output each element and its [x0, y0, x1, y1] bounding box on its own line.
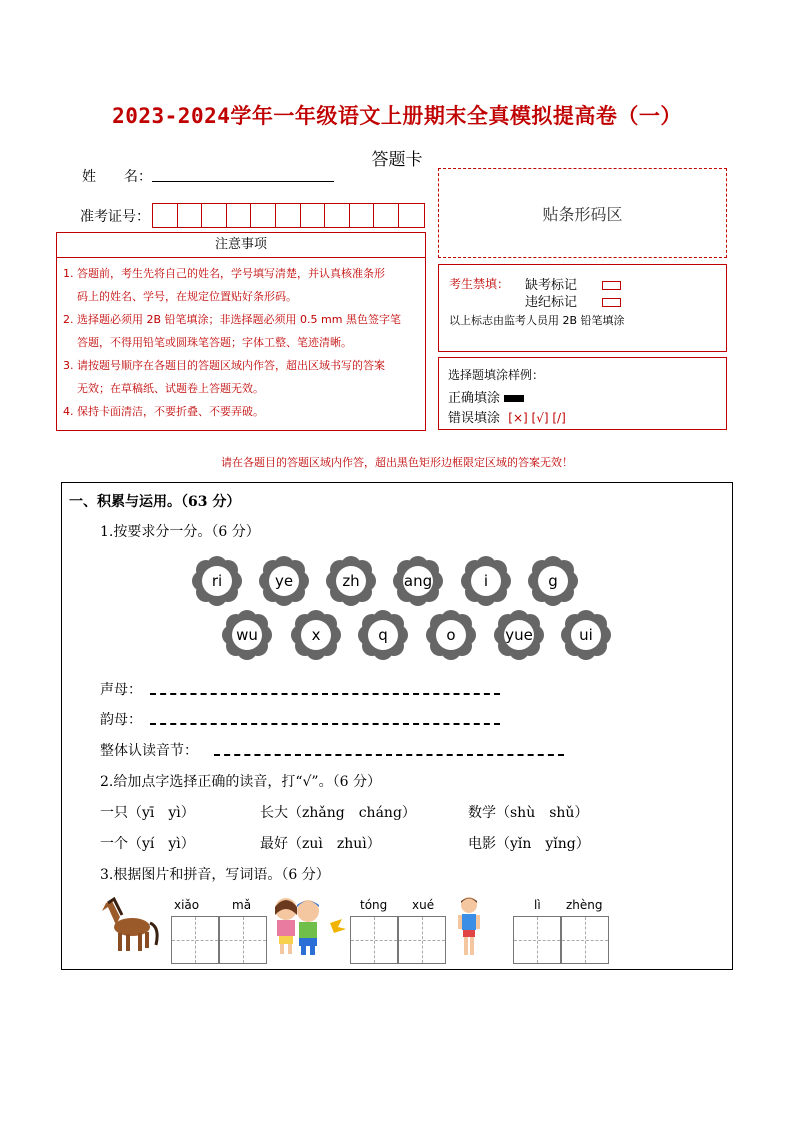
syllable-text: x — [311, 626, 321, 644]
fill-sample-box — [438, 357, 727, 430]
tianzige-box[interactable] — [350, 916, 398, 964]
syllable-flower — [192, 556, 242, 606]
yunmu-label: 韵母： — [100, 712, 142, 728]
id-digit-box[interactable] — [276, 204, 301, 227]
id-digit-box[interactable] — [227, 204, 252, 227]
yunmu-answer-line[interactable] — [150, 723, 500, 725]
id-digit-box[interactable] — [374, 204, 399, 227]
notes-heading: 注意事项 — [57, 233, 425, 258]
syllable-text: g — [548, 572, 558, 590]
barcode-label: 贴条形码区 — [542, 204, 623, 224]
syllable-text: q — [378, 626, 388, 644]
syllable-flower — [291, 610, 341, 660]
tianzige-box[interactable] — [219, 916, 267, 964]
syllable-flower — [461, 556, 511, 606]
flower-syllable-grid — [62, 551, 734, 663]
absent-mark-box[interactable] — [602, 281, 621, 290]
id-digit-box[interactable] — [178, 204, 203, 227]
zhengti-label: 整体认读音节： — [100, 743, 198, 759]
tianzige-box[interactable] — [398, 916, 446, 964]
tianzige-box[interactable] — [561, 916, 609, 964]
q2-item[interactable]: 一个（yí yì） — [100, 836, 195, 852]
wrong-fill-row: 错误填涂 [×] [√] [/] — [448, 411, 566, 426]
tianzige-box[interactable] — [513, 916, 561, 964]
syllable-flower — [494, 610, 544, 660]
shengmu-answer-line[interactable] — [150, 693, 500, 695]
id-digit-box[interactable] — [325, 204, 350, 227]
syllable-text: yue — [505, 626, 533, 644]
syllable-text: wu — [236, 626, 258, 644]
syllable-flower — [259, 556, 309, 606]
syllable-flower — [222, 610, 272, 660]
horse-picture — [100, 897, 160, 955]
syllable-flower — [393, 556, 443, 606]
syllable-text: ye — [274, 572, 294, 590]
pinyin-label: xiǎo — [174, 898, 200, 912]
sample-heading: 选择题填涂样例： — [448, 368, 545, 382]
pinyin-label: mǎ — [232, 898, 252, 912]
violation-mark-box[interactable] — [602, 298, 621, 307]
note-item: 4. 保持卡面清洁，不要折叠、不要弄破。 — [63, 405, 264, 418]
note-item: 3. 请按题号顺序在各题目的答题区域内作答，超出区域书写的答案 无效；在草稿纸、试题卷上答题无效。 — [63, 359, 385, 395]
syllable-flower — [426, 610, 476, 660]
id-digit-box[interactable] — [153, 204, 178, 227]
shengmu-label: 声母： — [100, 682, 142, 698]
note-item: 1. 答题前，考生先将自己的姓名，学号填写清楚，并认真核准条形 码上的姓名、学号，在规定位置贴好条形码。 — [63, 267, 385, 303]
notes-box — [56, 232, 426, 431]
exam-id-boxes[interactable] — [152, 203, 425, 228]
note-item: 2. 选择题必须用 2B 铅笔填涂；非选择题必须用 0.5 mm 黑色签字笔 答题，不得用铅笔或圆珠笔答题；字体工整、笔迹清晰。 — [63, 313, 401, 349]
syllable-text: ui — [579, 626, 593, 644]
id-label: 准考证号： — [80, 209, 150, 225]
proctor-note: 以上标志由监考人员用 2B 铅笔填涂 — [449, 314, 625, 327]
syllable-text: zh — [342, 572, 360, 590]
name-label: 姓 名： — [82, 169, 152, 185]
barcode-area — [438, 168, 727, 258]
pinyin-label: tóng — [360, 898, 388, 912]
answer-area — [61, 482, 733, 970]
syllable-text: o — [446, 626, 456, 644]
correct-fill-row: 正确填涂 — [448, 387, 524, 406]
answer-area-warning: 请在各题目的答题区域内作答，超出黑色矩形边框限定区域的答案无效！ — [221, 456, 573, 469]
violation-mark-label: 违纪标记 — [525, 291, 621, 310]
syllable-text: i — [483, 572, 489, 590]
tianzige-box[interactable] — [171, 916, 219, 964]
q1-title: 1.按要求分一分。（6 分） — [100, 524, 260, 540]
zhengti-answer-line[interactable] — [214, 754, 564, 756]
name-field[interactable] — [152, 165, 334, 182]
syllable-flower — [358, 610, 408, 660]
pinyin-label: zhèng — [566, 898, 603, 912]
syllable-text: ri — [211, 572, 223, 590]
syllable-flower — [561, 610, 611, 660]
standing-boy-picture — [454, 895, 484, 961]
q2-item[interactable]: 数学（shù shǔ） — [468, 805, 589, 821]
q3-title: 3.根据图片和拼音，写词语。（6 分） — [100, 867, 330, 883]
q2-item[interactable]: 电影（yǐn yǐng） — [468, 836, 590, 852]
classmates-picture — [268, 893, 350, 959]
proctor-marks-box — [438, 264, 727, 352]
filled-mark-sample — [504, 395, 524, 402]
q2-item[interactable]: 长大（zhǎng cháng） — [260, 805, 416, 821]
id-digit-box[interactable] — [301, 204, 326, 227]
pinyin-label: lì — [534, 898, 541, 912]
absent-mark-label: 缺考标记 — [525, 274, 621, 293]
syllable-flower — [528, 556, 578, 606]
q2-item[interactable]: 一只（yī yì） — [100, 805, 195, 821]
q2-title: 2.给加点字选择正确的读音，打“√”。（6 分） — [100, 774, 381, 790]
answer-card-subtitle: 答题卡 — [371, 150, 423, 170]
exam-title: 2023-2024学年一年级语文上册期末全真模拟提高卷（一） — [112, 104, 682, 128]
pinyin-label: xué — [412, 898, 435, 912]
syllable-text: ang — [403, 572, 433, 590]
q2-item[interactable]: 最好（zuì zhuì） — [260, 836, 381, 852]
proctor-label: 考生禁填： — [449, 277, 510, 291]
id-digit-box[interactable] — [202, 204, 227, 227]
wrong-marks: [×] [√] [/] — [508, 411, 566, 425]
section-heading: 一、积累与运用。（63 分） — [69, 494, 241, 510]
id-digit-box[interactable] — [399, 204, 424, 227]
syllable-flower — [326, 556, 376, 606]
id-digit-box[interactable] — [251, 204, 276, 227]
id-digit-box[interactable] — [350, 204, 375, 227]
